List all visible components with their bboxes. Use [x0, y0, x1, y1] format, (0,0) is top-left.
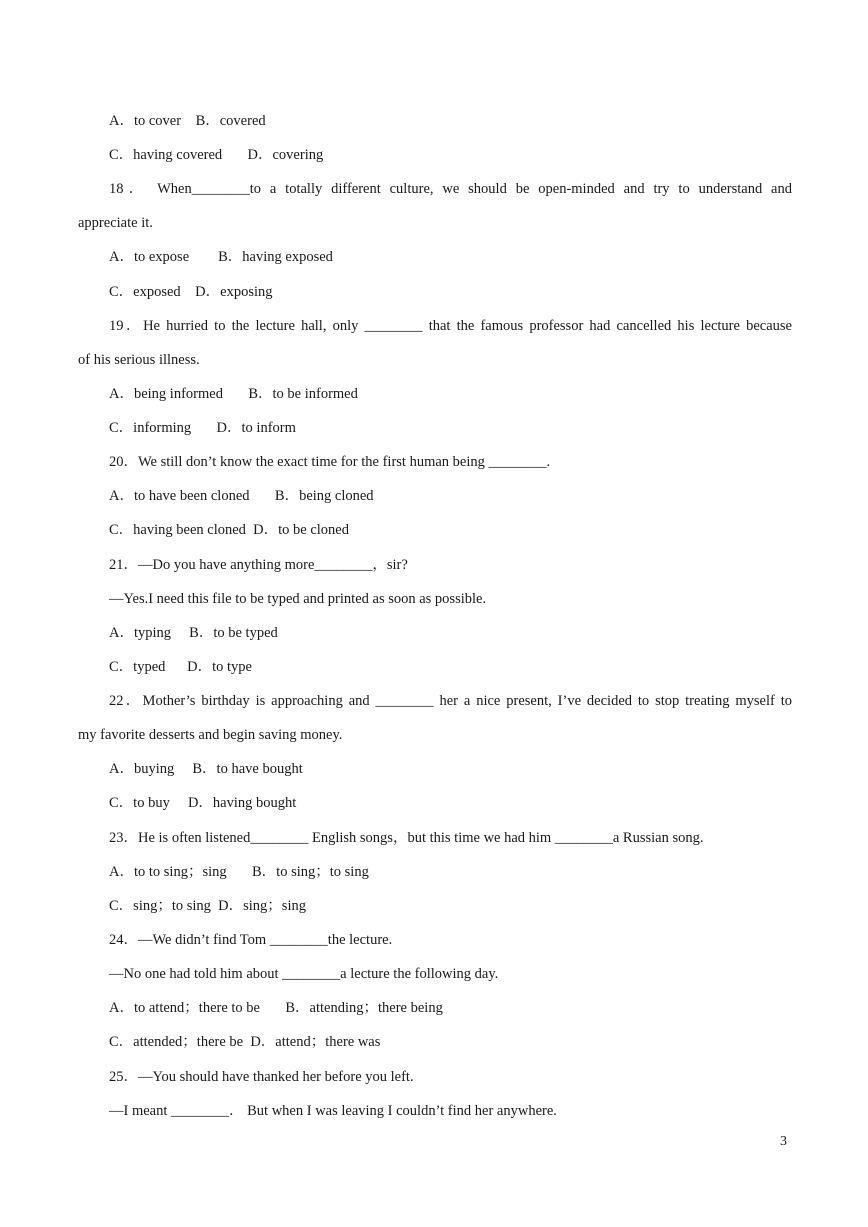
q21-options-ab: A．typing B．to be typed — [109, 625, 278, 641]
q23-stem: 23．He is often listened________ English songs，but this time we had him ________a Russian song. — [109, 830, 704, 846]
q24-options-cd: C．attended；there be D．attend；there was — [109, 1034, 381, 1050]
q23-options-ab: A．to to sing；sing B．to sing；to sing — [109, 864, 369, 880]
q25-stem-line2: —I meant ________． But when I was leaving I couldn’t find her anywhere. — [109, 1103, 557, 1119]
q20-options-ab: A．to have been cloned B．being cloned — [109, 488, 374, 504]
q24-options-ab: A．to attend；there to be B．attending；there being — [109, 1000, 443, 1016]
q20-stem: 20．We still don’t know the exact time for the first human being ________. — [109, 454, 551, 470]
q18-stem-line1: 18． When________to a totally different culture, we should be open-minded and try to understand and — [109, 181, 792, 197]
q19-options-ab: A．being informed B．to be informed — [109, 386, 358, 402]
q21-stem-line2: —Yes.I need this file to be typed and printed as soon as possible. — [109, 591, 487, 607]
q22-options-ab: A．buying B．to have bought — [109, 761, 303, 777]
q23-options-cd: C．sing；to sing D．sing；sing — [109, 898, 306, 914]
q17-options-ab: A．to cover B．covered — [109, 113, 266, 129]
q18-stem-line2: appreciate it. — [78, 215, 153, 231]
page-number: 3 — [780, 1134, 787, 1149]
q24-stem-line1: 24．—We didn’t find Tom ________the lecture. — [109, 932, 393, 948]
q19-options-cd: C．informing D．to inform — [109, 420, 296, 436]
q22-stem-line2: my favorite desserts and begin saving money. — [78, 727, 343, 743]
q20-options-cd: C．having been cloned D．to be cloned — [109, 522, 349, 538]
q21-options-cd: C．typed D．to type — [109, 659, 252, 675]
q24-stem-line2: —No one had told him about ________a lecture the following day. — [109, 966, 499, 982]
q19-stem-line1: 19．He hurried to the lecture hall, only ________ that the famous professor had cancelled his lecture because — [109, 318, 792, 334]
q19-stem-line2: of his serious illness. — [78, 352, 200, 368]
q22-stem-line1: 22．Mother’s birthday is approaching and ________ her a nice present, I’ve decided to stop treating myself to — [109, 693, 792, 709]
q18-options-cd: C．exposed D．exposing — [109, 284, 273, 300]
q22-options-cd: C．to buy D．having bought — [109, 795, 297, 811]
q25-stem-line1: 25．—You should have thanked her before you left. — [109, 1069, 414, 1085]
q21-stem-line1: 21．—Do you have anything more________，sir? — [109, 557, 408, 573]
q18-options-ab: A．to expose B．having exposed — [109, 249, 333, 265]
q17-options-cd: C．having covered D．covering — [109, 147, 324, 163]
